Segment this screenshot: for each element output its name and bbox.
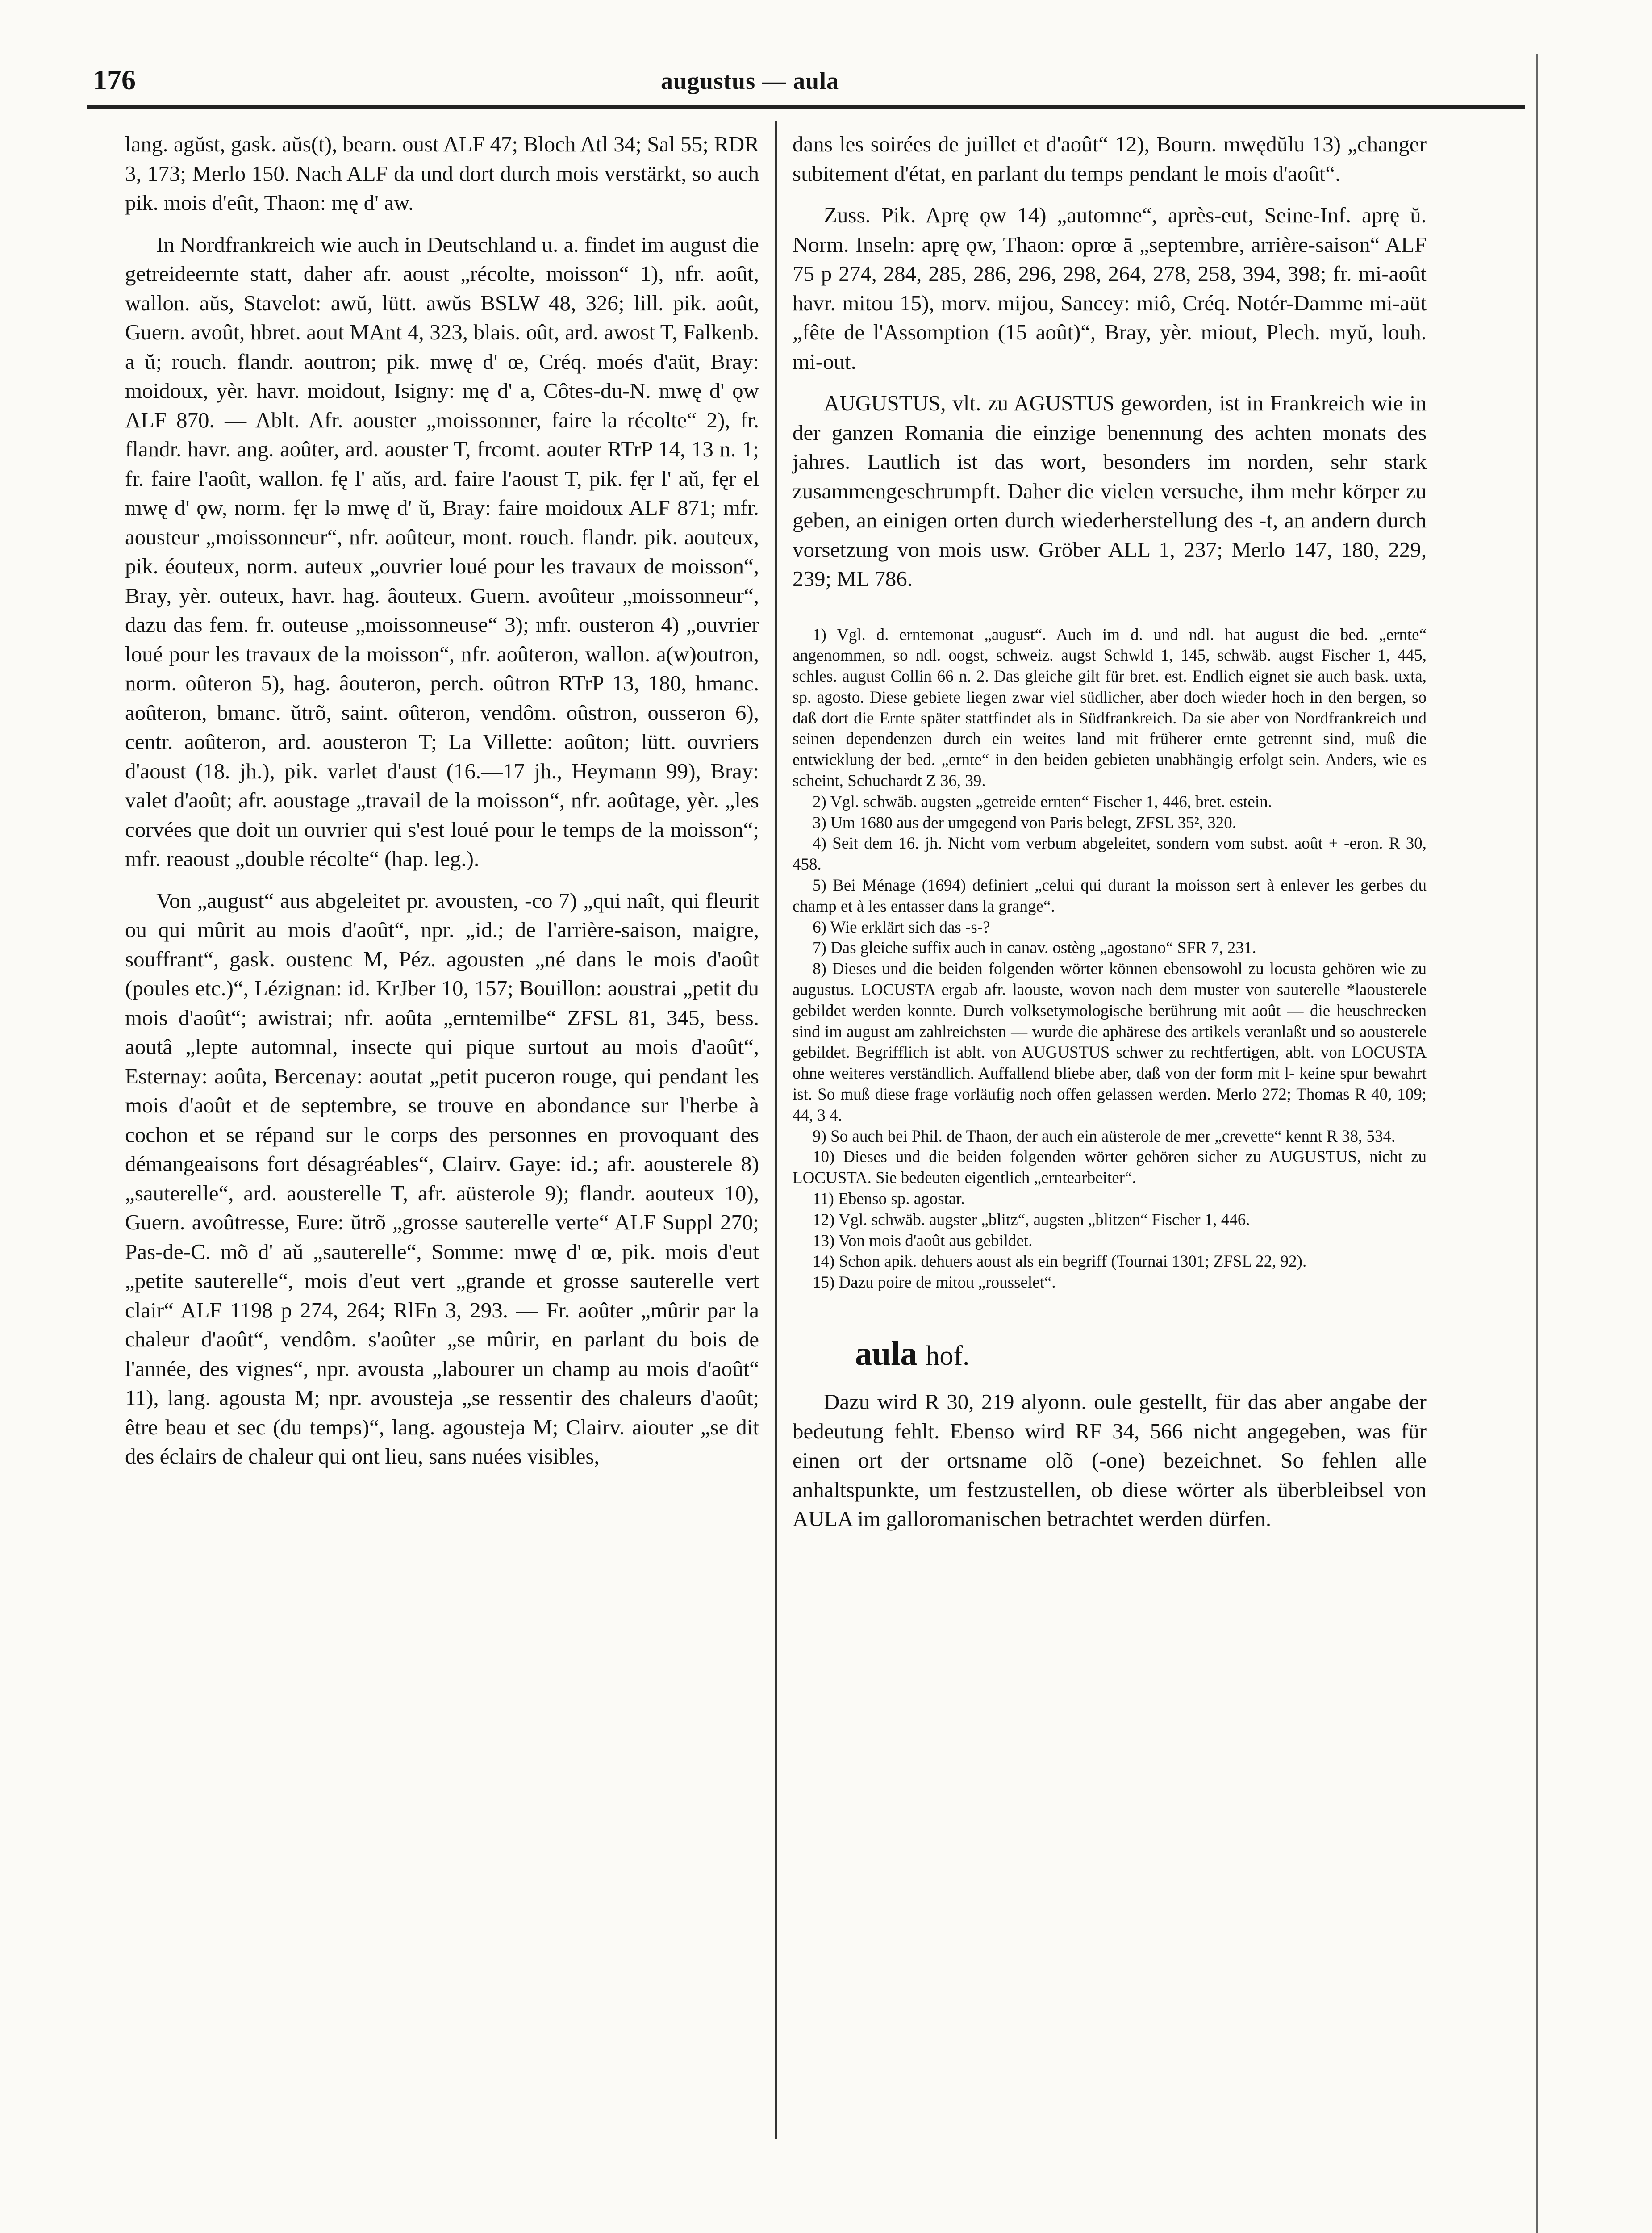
header-rule	[87, 105, 1525, 109]
footnote-11: 11) Ebenso sp. agostar.	[813, 1190, 965, 1208]
entry-heading-aula	[855, 1336, 1427, 1374]
right-paragraph-1: dans les soirées de juillet et d'août“ 12), Bourn. mwędŭlu 13) „changer subitement d'état, en parlant du temps pendant le mois d'août“.	[793, 132, 1427, 186]
footnote-14: 14) Schon apik. dehuers aoust als ein begriff (Tournai 1301; ZFSL 22, 92).	[813, 1252, 1307, 1271]
column-divider	[775, 121, 777, 2139]
footnote-5: 5) Bei Ménage (1694) definiert „celui qui durant la moisson sert à enlever les gerbes du champ et à les entasser dans la grange“.	[793, 876, 1427, 916]
footnote-10: 10) Dieses und die beiden folgenden wörter gehören sicher zu AUGUSTUS, nicht zu LOCUSTA. Sie bedeuten eigentlich „erntearbeiter“.	[793, 1148, 1427, 1188]
footnote-7: 7) Das gleiche suffix auch in canav. ostèng „agostano“ SFR 7, 231.	[813, 939, 1256, 958]
footnote-6: 6) Wie erklärt sich das -s-?	[813, 918, 990, 937]
footnote-12: 12) Vgl. schwäb. augster „blitz“, augsten „blitzen“ Fischer 1, 446.	[813, 1210, 1250, 1229]
left-column	[125, 130, 759, 1471]
entry-gloss: hof.	[926, 1341, 970, 1371]
left-paragraph-3: Von „august“ aus abgeleitet pr. avousten, -co 7) „qui naît, qui fleurit ou qui mûrit au mois d'août“, npr. „id.; de l'arrière-saison, maigre, souffrant“, gask. oustenc M, Péz. agousten „né dans le mois d'août (poules etc.)“, Lézignan: id. KrJber 10, 157; Bouillon: aoustrai „petit du mois d'août“; awistrai; nfr. aoûta „erntemilbe“ ZFSL 81, 345, bess. aoutâ „lepte automnal, insecte qui pique surtout au mois d'août“, Esternay: aoûta, Bercenay: aoutat „petit puceron rouge, qui pendant les mois d'août et de septembre, se trouve en abondance sur l'herbe à cochon et se répand sur le corps des personnes en provoquant des démangeaisons fort désagréables“, Clairv. Gaye: id.; afr. aousterele 8) „sauterelle“, ard. aousterelle T, afr. aüsterole 9); flandr. aouteux 10), Guern. avoûtresse, Eure: ŭtrõ „grosse sauterelle verte“ ALF Suppl 270; Pas-de-C. mõ d' aŭ „sauterelle“, Somme: mwę d' œ, pik. mois d'eut „petite sauterelle“, mois d'eut vert „grande et grosse sauterelle vert clair“ ALF 1198 p 274, 264; RlFn 3, 293. — Fr. aoûter „mûrir par la chaleur d'août“, vendôm. s'aoûter „se mûrir, en parlant du bois de l'année, des vignes“, npr. avousta „labourer un champ au mois d'août“ 11), lang. agousta M; npr. avousteja „se ressentir des chaleurs d'août; être beau et sec (du temps)“, lang. agousteja M; Clairv. aiouter „se dit des éclairs de chaleur qui ont lieu, sans nuées visibles,	[125, 888, 759, 1468]
entry-headword: aula	[855, 1335, 918, 1372]
footnote-1: 1) Vgl. d. erntemonat „august“. Auch im d. und ndl. hat august die bed. „ernte“ angenommen, so ndl. oogst, schweiz. augst Schwld 1, 145, schwäb. augst Fischer 1, 445, schles. august Collin 66 n. 2. Das gleiche gilt für bret. est. Endlich eignet sie auch bask. uxta, sp. agosto. Diese gebiete liegen zwar viel südlicher, aber doch wieder hoch in den bergen, so daß dort die Ernte später stattfindet als in Südfrankreich. Da sie aber von Nordfrankreich und seinen dependenzen durch ein weites land mit früherer ernte getrennt sind, muß die entwicklung der bed. „ernte“ in den beiden gebieten unabhängig erfolgt sein. Anders, wie es scheint, Schuchardt Z 36, 39.	[793, 625, 1427, 790]
left-paragraph-1: lang. agŭst, gask. aŭs(t), bearn. oust ALF 47; Bloch Atl 34; Sal 55; RDR 3, 173; Merlo 150. Nach ALF da und dort durch mois verstärkt, so auch pik. mois d'eût, Thaon: mę d' aw.	[125, 132, 759, 215]
footnote-4: 4) Seit dem 16. jh. Nicht vom verbum abgeleitet, sondern vom subst. août + -eron. R 30, 458.	[793, 834, 1427, 874]
running-head: augustus — aula	[661, 67, 839, 94]
right-paragraph-2: Zuss. Pik. Aprę ǫw 14) „automne“, après-eut, Seine-Inf. aprę ŭ. Norm. Inseln: aprę ǫw, Thaon: oprœ ā „septembre, arrière-saison“ ALF 75 p 274, 284, 285, 286, 296, 298, 264, 278, 258, 394, 398; fr. mi-août havr. mitou 15), morv. mijou, Sancey: miô, Créq. Notér-Damme mi-aüt „fête de l'Assomption (15 août)“, Bray, yèr. miout, Plech. myŭ, louh. mi-out.	[793, 203, 1427, 374]
page-number: 176	[93, 64, 136, 96]
right-paragraph-3: AUGUSTUS, vlt. zu AGUSTUS geworden, ist in Frankreich wie in der ganzen Romania die einzige benennung des achten monats des jahres. Lautlich ist das wort, besonders im norden, sehr stark zusammengeschrumpft. Daher die vielen versuche, ihm mehr körper zu geben, an einigen orten durch wiederherstellung des -t, an andern durch vorsetzung von mois usw. Gröber ALL 1, 237; Merlo 147, 180, 229, 239; ML 786.	[793, 391, 1427, 591]
footnotes	[793, 625, 1427, 1294]
footnote-2: 2) Vgl. schwäb. augsten „getreide ernten“ Fischer 1, 446, bret. estein.	[813, 792, 1272, 811]
entry-aula-text: Dazu wird R 30, 219 alyonn. oule gestellt, für das aber angabe der bedeutung fehlt. Ebenso wird RF 34, 566 nicht angegeben, was für einen ort der ortsname olõ (-one) bezeichnet. So fehlen alle anhaltspunkte, um festzustellen, ob diese wörter als überbleibsel von AULA im galloromanischen betrachtet werden dürfen.	[793, 1389, 1427, 1531]
right-column	[793, 130, 1427, 1534]
footnote-9: 9) So auch bei Phil. de Thaon, der auch ein aüsterole de mer „crevette“ kennt R 38, 534.	[813, 1127, 1396, 1146]
footnote-13: 13) Von mois d'août aus gebildet.	[813, 1231, 1033, 1250]
footnote-8: 8) Dieses und die beiden folgenden wörter können ebensowohl zu locusta gehören wie zu augustus. LOCUSTA ergab afr. laouste, wovon nach dem muster von sauterelle *laousterele gebildet werden konnte. Durch volksetymologische berührung mit août — die heuschrecken sind im august am zahlreichsten — wurde die aphärese des artikels veranlaßt und so aousterele gebildet. Begrifflich ist ablt. von AUGUSTUS schwer zu rechtfertigen, ablt. von LOCUSTA ohne weiteres verständlich. Auffallend bliebe aber, daß von der form mit l- keine spur bewahrt ist. So muß diese frage vorläufig noch offen gelassen werden. Merlo 272; Thomas R 40, 109; 44, 3 4.	[793, 960, 1427, 1125]
page-edge-rule	[1536, 54, 1538, 2233]
left-paragraph-2: In Nordfrankreich wie auch in Deutschland u. a. findet im august die getreideernte statt, daher afr. aoust „récolte, moisson“ 1), nfr. août, wallon. aŭs, Stavelot: awŭ, lütt. awŭs BSLW 48, 326; lill. pik. août, Guern. avoût, hbret. aout MAnt 4, 323, blais. oût, ard. awost T, Falkenb. a ŭ; rouch. flandr. aoutron; pik. mwę d' œ, Créq. moés d'aüt, Bray: moidoux, yèr. havr. moidout, Isigny: mę d' a, Côtes-du-N. mwę d' ǫw ALF 870. — Ablt. Afr. aouster „moissonner, faire la récolte“ 2), fr. flandr. havr. ang. aoûter, ard. aouster T, frcomt. aouter RTrP 14, 13 n. 1; fr. faire l'août, wallon. fę l' aŭs, ard. faire l'aoust T, pik. fęr l' aŭ, fęr el mwę d' ǫw, norm. fęr lə mwę d' ŭ, Bray: faire moidoux ALF 871; mfr. aousteur „moissonneur“, nfr. aoûteur, mont. rouch. flandr. pik. aouteux, pik. éouteux, norm. auteux „ouvrier loué pour les travaux de moisson“, Bray, yèr. outeux, havr. hag. âouteux. Guern. avoûteur „moissonneur“, dazu das fem. fr. outeuse „moissonneuse“ 3); mfr. ousteron 4) „ouvrier loué pour les travaux de la moisson“, nfr. aoûteron, wallon. a(w)outron, norm. oûteron 5), hag. âouteron, perch. oûtron RTrP 13, 180, hmanc. aoûteron, bmanc. ŭtrõ, saint. oûteron, vendôm. oûstron, ousseron 6), centr. aoûteron, ard. aousteron T; La Villette: aoûton; lütt. ouvriers d'aoust (18. jh.), pik. varlet d'aust (16.—17 jh., Heymann 99), Bray: valet d'août; afr. aoustage „travail de la moisson“, nfr. aoûtage, yèr. „les corvées que doit un ouvrier qui s'est loué pour le temps de la moisson“; mfr. reaoust „double récolte“ (hap. leg.).	[125, 232, 759, 871]
footnote-15: 15) Dazu poire de mitou „rousselet“.	[813, 1273, 1056, 1292]
footnote-3: 3) Um 1680 aus der umgegend von Paris belegt, ZFSL 35², 320.	[813, 813, 1236, 832]
